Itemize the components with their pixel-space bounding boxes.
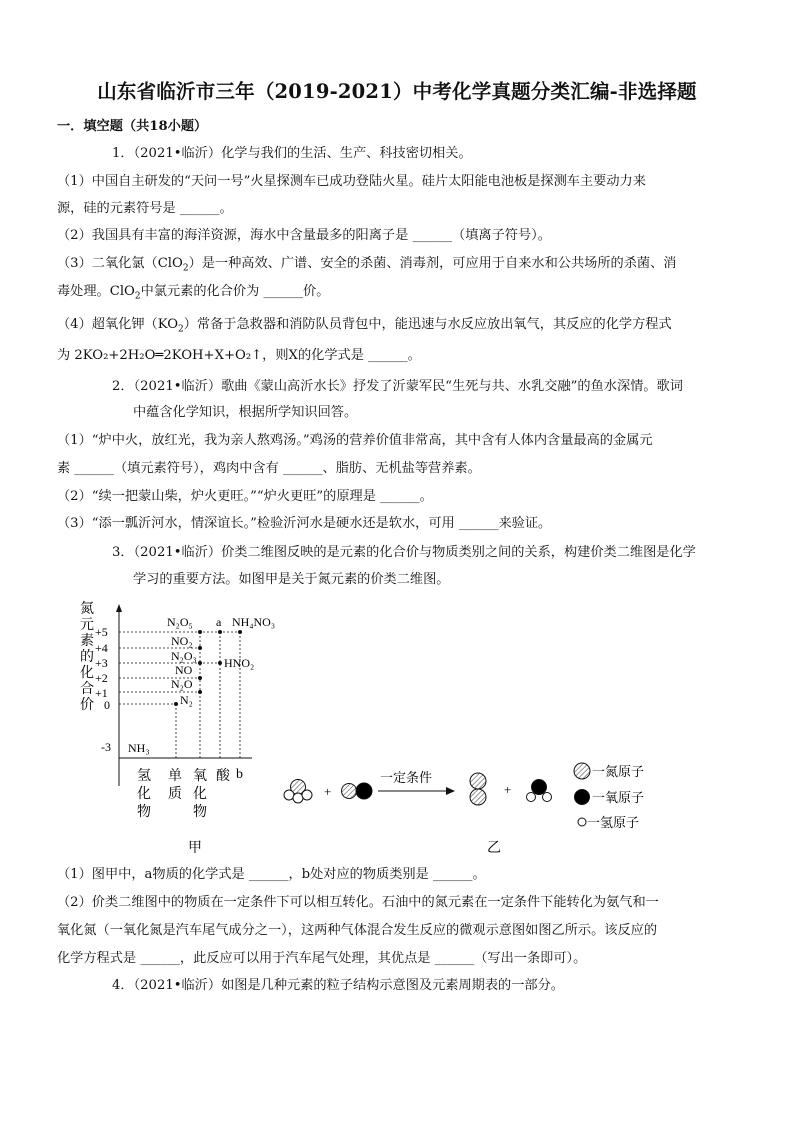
x-cat-element: 质 xyxy=(168,787,182,802)
q1-part4-b: 为 2KO₂+2H₂O═2KOH+X+O₂↑，则X的化学式是 ______。 xyxy=(57,348,421,363)
label-n2o5: N₂O₅ xyxy=(167,615,193,629)
q3-part2-b: 氧化氮（一氧化氮是汽车尾气成分之一），这两种气体混合发生反应的微观示意图如图乙所示。该反应的 xyxy=(57,923,658,938)
q3-part1: （1）图甲中，a物质的化学式是 ______，b处对应的物质类别是 ______。 xyxy=(57,867,486,882)
y-label-char: 化 xyxy=(80,666,94,681)
y-axis-arrow xyxy=(116,604,122,612)
reaction-condition: 一定条件 xyxy=(380,770,433,785)
y-tick-label: -3 xyxy=(101,740,111,754)
q3-part2-c: 化学方程式是 ______，此反应可以用于汽车尾气处理，其优点是 ______（写出一条即可）。 xyxy=(57,951,587,966)
q3-stem-2: 学习的重要方法。如图甲是关于氮元素的价类二维图。 xyxy=(133,572,450,587)
h2o-molecule xyxy=(527,780,552,802)
q1-part4-a: （4）超氧化钾$(KO_2)$常备于急救器和消防队员背包中，能迅速与水反应放出氧气，其反应的化学方程式 xyxy=(57,317,672,335)
q2-stem-2: 中蕴含化学知识，根据所学知识回答。 xyxy=(133,405,358,420)
q1-part1-a: （1）中国自主研发的“天问一号”火星探测车已成功登陆火星。硅片太阳能电池板是探测车主要动力来 xyxy=(57,174,646,189)
figures xyxy=(0,590,794,865)
x-cat-hydride: 物 xyxy=(137,805,151,820)
nh3-molecule xyxy=(284,780,312,804)
reaction-arrow-head xyxy=(446,787,455,795)
y-tick-label: 0 xyxy=(104,698,110,712)
q3-stem-1: 3．（2021•临沂）价类二维图反映的是元素的化合价与物质类别之间的关系，构建价类二维图是化学 xyxy=(112,545,696,560)
plus-sign: + xyxy=(504,782,512,797)
x-cat-element: 单 xyxy=(168,769,182,784)
section-heading: 一．填空题（共18小题） xyxy=(57,119,208,134)
y-tick-label: +2 xyxy=(95,671,108,685)
n2-molecule xyxy=(470,773,486,805)
label-n2o: N₂O xyxy=(171,677,193,691)
y-tick-label: +3 xyxy=(95,656,108,670)
label-no2: NO₂ xyxy=(171,634,193,648)
q1-part3-a: （3）二氧化氯（ClO$_2$）是一种高效、广谱、安全的杀菌、消毒剂，可应用于自来水和公共场所的杀菌、消 xyxy=(57,256,677,274)
label-n2: N₂ xyxy=(180,693,193,707)
label-nh3: NH₃ xyxy=(128,741,150,755)
caption-jia: 甲 xyxy=(188,841,202,856)
caption-yi: 乙 xyxy=(487,841,501,856)
x-cat-oxide: 物 xyxy=(193,805,207,820)
q4-stem: 4．（2021•临沂）如图是几种元素的粒子结构示意图及元素周期表的一部分。 xyxy=(112,978,564,993)
legend-nitrogen: 一氮原子 xyxy=(592,764,645,779)
y-tick-label: +5 xyxy=(95,625,108,639)
q1-part2: （2）我国具有丰富的海洋资源，海水中含量最多的阳离子是 ______（填离子符号）。 xyxy=(57,228,551,243)
x-cat-hydride: 化 xyxy=(137,787,151,802)
q2-part1-a: （1）“炉中火，放红光，我为亲人熬鸡汤。”鸡汤的营养价值非常高，其中含有人体内含量最高的金属元 xyxy=(57,433,653,448)
y-tick-label: +4 xyxy=(95,641,108,655)
label-n2o3: N₂O₃ xyxy=(171,649,197,663)
y-label-char: 的 xyxy=(80,650,94,665)
x-cat-acid: 酸 xyxy=(216,769,230,784)
q1-part3-b: 毒处理。ClO$_2$中氯元素的化合价为 ______价。 xyxy=(57,284,330,302)
q1-stem: 1．（2021•临沂）化学与我们的生活、生产、科技密切相关。 xyxy=(112,146,472,161)
label-hno2: HNO₂ xyxy=(224,656,255,670)
x-cat-oxide: 氧 xyxy=(193,769,207,784)
x-cat-oxide: 化 xyxy=(193,787,207,802)
y-label-char: 合 xyxy=(80,682,94,697)
y-tick-label: +1 xyxy=(95,686,108,700)
q2-part2: （2）“续一把蒙山柴，炉火更旺。”“炉火更旺”的原理是 ______。 xyxy=(57,489,433,504)
y-label-char: 价 xyxy=(80,698,94,713)
label-a: a xyxy=(216,615,222,629)
label-no: NO xyxy=(175,663,193,677)
plus-sign: + xyxy=(324,784,332,799)
no-molecule xyxy=(342,783,373,799)
y-label-char: 元 xyxy=(80,618,94,633)
q2-part3: （3）“添一瓢沂河水，情深谊长。”检验沂河水是硬水还是软水，可用 ______来验证。 xyxy=(57,516,552,531)
x-cat-b: b xyxy=(236,767,243,782)
y-label-char: 素 xyxy=(80,634,94,649)
q1-part1-b: 源，硅的元素符号是 ______。 xyxy=(57,201,233,216)
label-nh4no3: NH₄NO₃ xyxy=(232,615,276,629)
legend-hydrogen: 一氢原子 xyxy=(587,815,640,830)
y-label-char: 氮 xyxy=(80,602,94,617)
x-cat-hydride: 氢 xyxy=(137,769,151,784)
q3-part2-a: （2）价类二维图中的物质在一定条件下可以相互转化。石油中的氮元素在一定条件下能转化为氨气和一 xyxy=(57,895,659,910)
page-title: 山东省临沂市三年（2019-2021）中考化学真题分类汇编-非选择题 xyxy=(97,80,697,103)
q2-part1-b: 素 ______（填元素符号），鸡肉中含有 ______、脂肪、无机盐等营养素。 xyxy=(57,461,481,476)
q2-stem-1: 2．（2021•临沂）歌曲《蒙山高沂水长》抒发了沂蒙军民“生死与共、水乳交融”的鱼水深情。歌词 xyxy=(112,379,683,394)
legend-oxygen: 一氧原子 xyxy=(592,790,645,805)
